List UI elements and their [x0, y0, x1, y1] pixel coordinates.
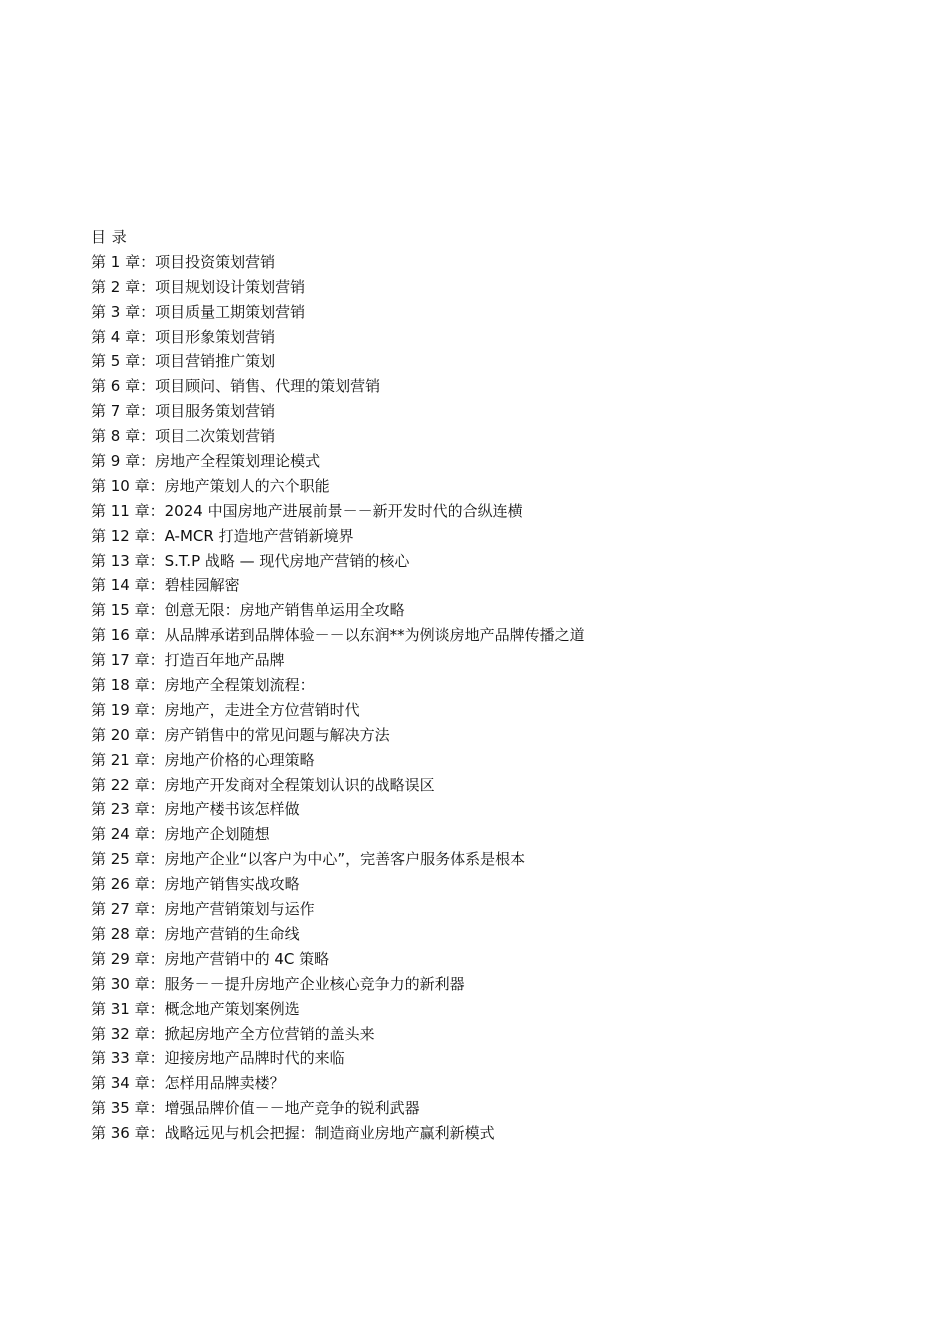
toc-item: 第 7 章：项目服务策划营销 [91, 402, 276, 421]
toc-item: 第 35 章：增强品牌价值－－地产竞争的锐利武器 [91, 1099, 420, 1118]
toc-item: 第 8 章：项目二次策划营销 [91, 427, 276, 446]
toc-item: 第 24 章：房地产企划随想 [91, 825, 270, 844]
toc-item: 第 20 章：房产销售中的常见问题与解决方法 [91, 725, 390, 744]
toc-list [91, 250, 911, 1146]
toc-item: 第 6 章：项目顾问、销售、代理的策划营销 [91, 377, 381, 396]
toc-item: 第 28 章：房地产营销的生命线 [91, 924, 300, 943]
toc-item: 第 23 章：房地产楼书该怎样做 [91, 800, 300, 819]
toc-item: 第 12 章：A-MCR 打造地产营销新境界 [91, 526, 354, 545]
toc-item: 第 27 章：房地产营销策划与运作 [91, 900, 315, 919]
toc-item: 第 16 章：从品牌承诺到品牌体验－－以东润**为例谈房地产品牌传播之道 [91, 626, 585, 645]
toc-item: 第 30 章：服务－－提升房地产企业核心竞争力的新利器 [91, 974, 465, 993]
table-of-contents [91, 225, 911, 1146]
toc-item: 第 15 章：创意无限：房地产销售单运用全攻略 [91, 601, 405, 620]
toc-item: 第 13 章：S.T.P 战略 — 现代房地产营销的核心 [91, 551, 410, 570]
toc-item: 第 22 章：房地产开发商对全程策划认识的战略误区 [91, 775, 435, 794]
toc-item: 第 36 章：战略远见与机会把握：制造商业房地产赢利新模式 [91, 1124, 495, 1143]
toc-item: 第 17 章：打造百年地产品牌 [91, 651, 285, 670]
toc-item: 第 26 章：房地产销售实战攻略 [91, 875, 300, 894]
toc-item: 第 18 章：房地产全程策划流程： [91, 676, 315, 695]
toc-item: 第 1 章：项目投资策划营销 [91, 252, 276, 271]
toc-item: 第 19 章：房地产，走进全方位营销时代 [91, 700, 360, 719]
toc-item: 第 2 章：项目规划设计策划营销 [91, 277, 306, 296]
toc-item: 第 11 章：2024 中国房地产进展前景－－新开发时代的合纵连横 [91, 501, 523, 520]
toc-item: 第 4 章：项目形象策划营销 [91, 327, 276, 346]
toc-item: 第 5 章：项目营销推广策划 [91, 352, 276, 371]
toc-item: 第 3 章：项目质量工期策划营销 [91, 302, 306, 321]
toc-item: 第 25 章：房地产企业“以客户为中心”，完善客户服务体系是根本 [91, 850, 526, 869]
toc-item: 第 34 章：怎样用品牌卖楼？ [91, 1074, 285, 1093]
toc-item: 第 33 章：迎接房地产品牌时代的来临 [91, 1049, 345, 1068]
toc-item: 第 14 章：碧桂园解密 [91, 576, 240, 595]
toc-item: 第 32 章：掀起房地产全方位营销的盖头来 [91, 1024, 375, 1043]
toc-title: 目 录 [91, 228, 128, 246]
toc-item: 第 29 章：房地产营销中的 4C 策略 [91, 949, 330, 968]
toc-item: 第 9 章：房地产全程策划理论模式 [91, 452, 321, 471]
toc-item: 第 21 章：房地产价格的心理策略 [91, 750, 315, 769]
toc-item: 第 31 章：概念地产策划案例选 [91, 999, 300, 1018]
toc-item: 第 10 章：房地产策划人的六个职能 [91, 476, 330, 495]
